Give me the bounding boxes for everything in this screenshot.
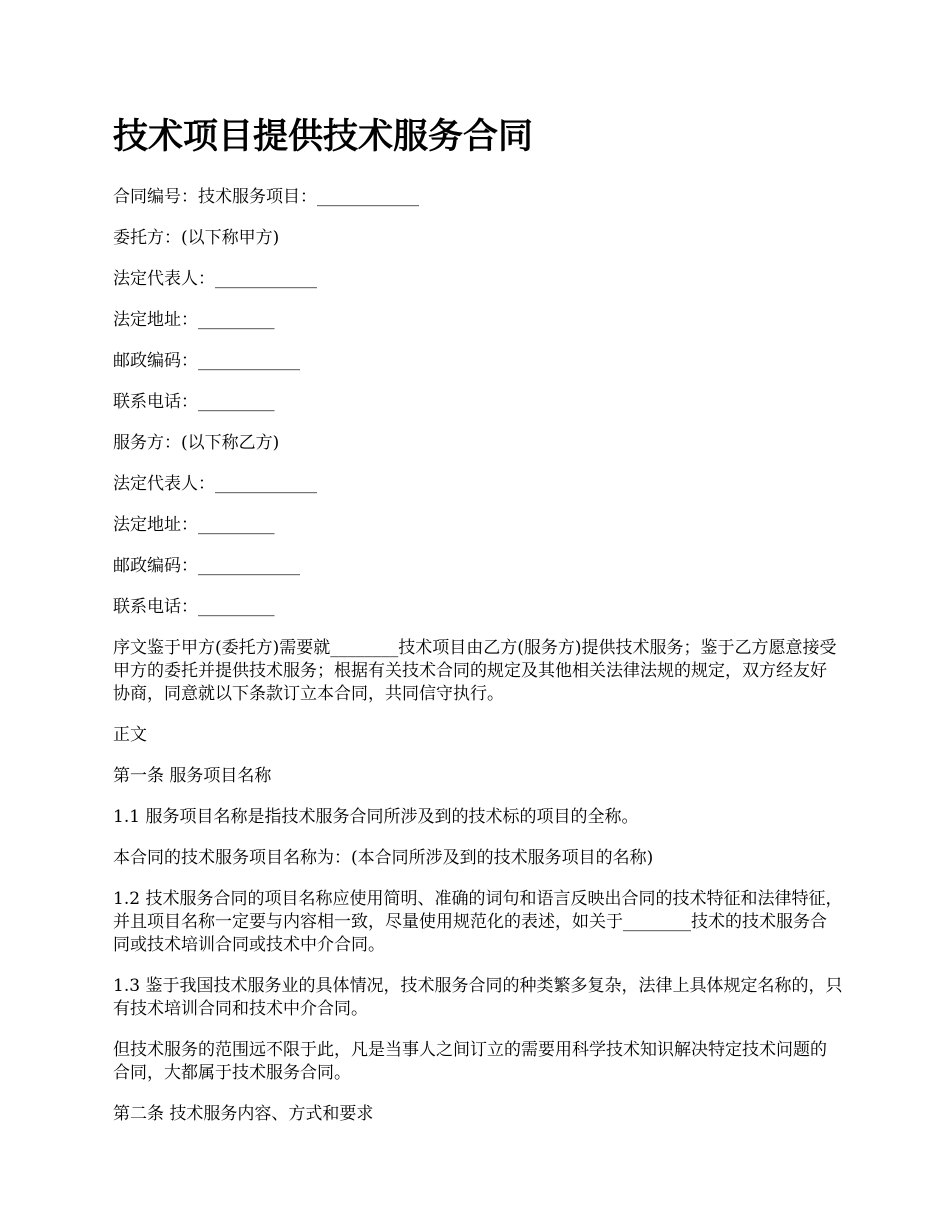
body-heading: 正文 — [113, 725, 147, 745]
client-legal-address: 法定地址：_________ — [113, 310, 275, 330]
preamble-paragraph: 序文鉴于甲方(委托方)需要就________技术项目由乙方(服务方)提供技术服务；鉴于乙方愿意接受甲方的委托并提供技术服务；根据有关技术合同的规定及其他相关法律法规的规定，双方经友好协商，同意就以下条款订立本合同，共同信守执行。 — [113, 638, 837, 704]
article-2-heading: 第二条 技术服务内容、方式和要求 — [113, 1104, 374, 1124]
article-1-heading: 第一条 服务项目名称 — [113, 766, 272, 786]
clause-1-3: 1.3 鉴于我国技术服务业的具体情况，技术服务合同的种类繁多复杂，法律上具体规定名称的，只有技术培训合同和技术中介合同。 — [113, 976, 843, 1019]
client-legal-representative: 法定代表人：____________ — [113, 269, 317, 289]
client-party-heading: 委托方：(以下称甲方) — [113, 228, 280, 248]
provider-postal-code: 邮政编码：____________ — [113, 556, 300, 576]
contract-number-line: 合同编号：技术服务项目：____________ — [113, 187, 419, 207]
provider-party-heading: 服务方：(以下称乙方) — [113, 433, 280, 453]
provider-legal-address: 法定地址：_________ — [113, 515, 275, 535]
provider-phone: 联系电话：_________ — [113, 597, 275, 617]
client-postal-code: 邮政编码：____________ — [113, 351, 300, 371]
technical-service-scope-paragraph: 但技术服务的范围远不限于此，凡是当事人之间订立的需要用科学技术知识解决特定技术问题的合同，大都属于技术服务合同。 — [113, 1040, 827, 1083]
document-title: 技术项目提供技术服务合同 — [113, 116, 534, 157]
document-page — [113, 112, 843, 1144]
clause-1-1: 1.1 服务项目名称是指技术服务合同所涉及到的技术标的项目的全称。 — [113, 807, 639, 827]
client-phone: 联系电话：_________ — [113, 392, 275, 412]
clause-1-2: 1.2 技术服务合同的项目名称应使用简明、准确的词句和语言反映出合同的技术特征和法律特征，并且项目名称一定要与内容相一致，尽量使用规范化的表述，如关于________技术的技术服务合同或技术培训合同或技术中介合同。 — [113, 889, 843, 955]
provider-legal-representative: 法定代表人：____________ — [113, 474, 317, 494]
service-project-name-line: 本合同的技术服务项目名称为：(本合同所涉及到的技术服务项目的名称) — [113, 848, 654, 868]
